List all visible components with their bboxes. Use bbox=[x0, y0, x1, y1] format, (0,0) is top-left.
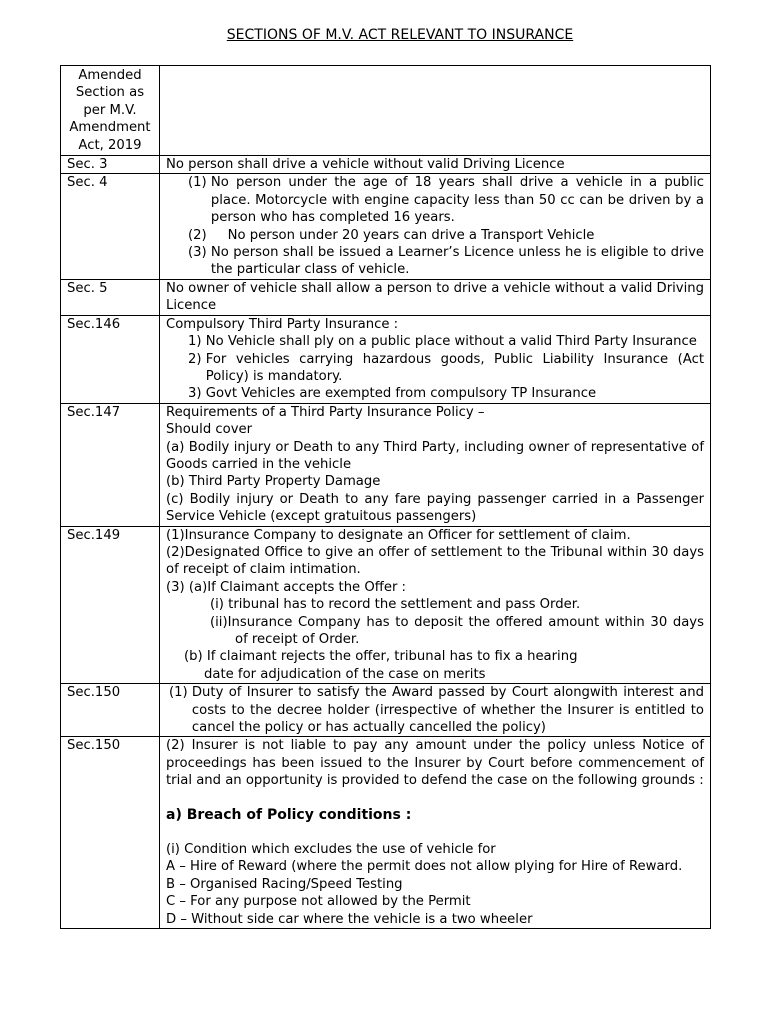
item-number: 1) bbox=[188, 334, 202, 350]
list-item bbox=[166, 174, 704, 226]
item-number: (2) bbox=[188, 227, 207, 243]
item-text: No Vehicle shall ply on a public place without a valid Third Party Insurance bbox=[205, 334, 697, 350]
section-text bbox=[160, 315, 711, 403]
section-text bbox=[160, 403, 711, 526]
table-row bbox=[61, 315, 711, 403]
table-row bbox=[61, 403, 711, 526]
item-number: (1) bbox=[188, 175, 207, 191]
table-row bbox=[61, 279, 711, 315]
section-number: Sec.150 bbox=[61, 737, 160, 929]
list-item bbox=[166, 385, 704, 402]
section-text bbox=[160, 526, 711, 684]
section-number: Sec.146 bbox=[61, 315, 160, 403]
sections-table bbox=[60, 65, 711, 929]
list-item bbox=[166, 227, 704, 244]
list-item bbox=[166, 244, 704, 279]
section-number: Sec. 3 bbox=[61, 156, 160, 174]
item-text: For vehicles carrying hazardous goods, Public Liability Insurance (Act Policy) is mandatory. bbox=[205, 351, 704, 384]
text-line: date for adjudication of the case on merits bbox=[204, 666, 486, 682]
section-number: Sec.147 bbox=[61, 403, 160, 526]
table-header-row bbox=[61, 66, 711, 156]
item-number: (3) bbox=[188, 245, 207, 261]
section-number: Sec. 5 bbox=[61, 279, 160, 315]
item-number: 3) bbox=[188, 386, 202, 402]
text-line: Requirements of a Third Party Insurance Policy – bbox=[166, 404, 485, 420]
text-line: A – Hire of Reward (where the permit does not allow plying for Hire of Reward. bbox=[166, 859, 683, 875]
table-row bbox=[61, 526, 711, 684]
text-line: B – Organised Racing/Speed Testing bbox=[166, 876, 403, 892]
text-line: (c) Bodily injury or Death to any fare paying passenger carried in a Passenger Service Vehicle (except gratuitous passengers) bbox=[166, 491, 704, 525]
section-text bbox=[160, 174, 711, 279]
table-row bbox=[61, 684, 711, 737]
item-text: No person under 20 years can drive a Transport Vehicle bbox=[227, 227, 595, 243]
text-line: (a) Bodily injury or Death to any Third Party, including owner of representative of Goods carried in the vehicle bbox=[166, 439, 704, 472]
section-text bbox=[160, 684, 711, 737]
spacer bbox=[166, 824, 704, 841]
list-item bbox=[166, 351, 704, 386]
table-row bbox=[61, 156, 711, 174]
header-section-column: Amended Section as per M.V. Amendment Act, 2019 bbox=[61, 66, 160, 156]
table-row bbox=[61, 737, 711, 929]
item-text: Govt Vehicles are exempted from compulsory TP Insurance bbox=[205, 386, 597, 402]
text-line: (1)Insurance Company to designate an Officer for settlement of claim. bbox=[166, 527, 631, 543]
text-line: (2) Insurer is not liable to pay any amount under the policy unless Notice of proceedings has been issued to the Insurer by Court before commencement of trial and an opportunity is provided to defend the case on the following grounds : bbox=[166, 738, 704, 789]
list-item bbox=[166, 333, 704, 350]
subheading: a) Breach of Policy conditions : bbox=[166, 806, 412, 823]
item-number: 2) bbox=[188, 351, 202, 367]
section-number: Sec.150 bbox=[61, 684, 160, 737]
section-text bbox=[160, 737, 711, 929]
text-line: (b) Third Party Property Damage bbox=[166, 474, 381, 490]
text-line: (i) tribunal has to record the settlement and pass Order. bbox=[210, 597, 581, 613]
text-line: (b) If claimant rejects the offer, tribunal has to fix a hearing bbox=[184, 649, 578, 665]
item-text: Duty of Insurer to satisfy the Award passed by Court alongwith interest and costs to the decree holder (irrespective of whether the Insurer is entitled to cancel the policy or has actually cancelled the policy) bbox=[191, 685, 704, 736]
document-title: SECTIONS OF M.V. ACT RELEVANT TO INSURANCE bbox=[226, 27, 574, 43]
text-line: (i) Condition which excludes the use of vehicle for bbox=[166, 842, 496, 858]
section-text: No person shall drive a vehicle without valid Driving Licence bbox=[160, 156, 711, 174]
text-line: C – For any purpose not allowed by the Permit bbox=[166, 894, 471, 910]
text-line: (2)Designated Office to give an offer of settlement to the Tribunal within 30 days of receipt of claim intimation. bbox=[166, 544, 704, 578]
section-number: Sec.149 bbox=[61, 526, 160, 684]
section-intro: Compulsory Third Party Insurance : bbox=[166, 316, 399, 332]
header-description-column bbox=[160, 66, 711, 156]
text-line: Should cover bbox=[166, 422, 253, 438]
text-line: D – Without side car where the vehicle is a two wheeler bbox=[166, 911, 533, 927]
list-item bbox=[166, 684, 704, 736]
text-line: (3) (a)If Claimant accepts the Offer : bbox=[166, 579, 407, 595]
table-row bbox=[61, 174, 711, 279]
text-line: (ii)Insurance Company has to deposit the offered amount within 30 days of receipt of Order. bbox=[210, 614, 704, 647]
item-number: (1) bbox=[169, 685, 188, 701]
item-text: No person under the age of 18 years shall drive a vehicle in a public place. Motorcycle with engine capacity less than 50 cc can be driven by a person who has completed 16 years. bbox=[210, 175, 704, 226]
section-text: No owner of vehicle shall allow a person to drive a vehicle without a valid Driving Licence bbox=[160, 279, 711, 315]
item-text: No person shall be issued a Learner’s Licence unless he is eligible to drive the particular class of vehicle. bbox=[210, 245, 704, 278]
spacer bbox=[166, 790, 704, 807]
section-number: Sec. 4 bbox=[61, 174, 160, 279]
